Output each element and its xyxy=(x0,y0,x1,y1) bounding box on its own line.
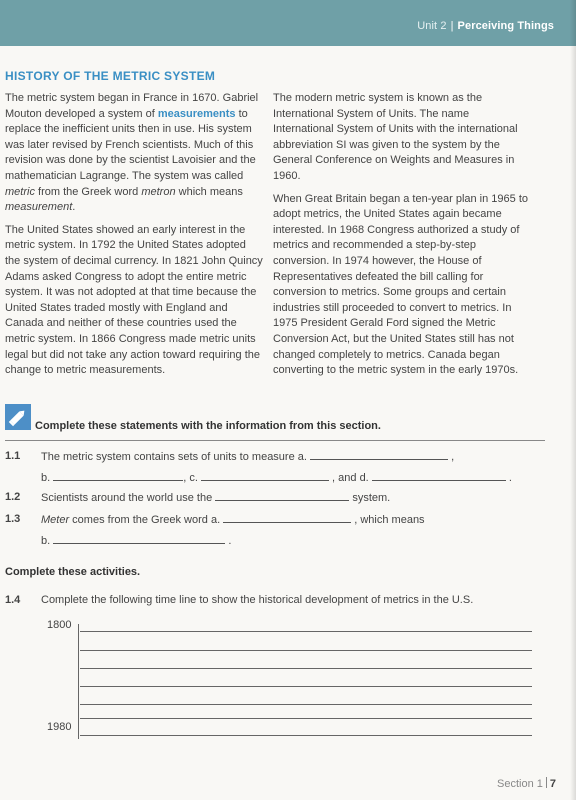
answer-blank-1-1c[interactable] xyxy=(201,471,329,481)
left-column xyxy=(5,91,263,386)
header-band xyxy=(0,0,576,46)
question-number: 1.1 xyxy=(5,450,21,462)
right-column xyxy=(273,91,531,386)
question-1-2: Scientists around the world use the system. xyxy=(41,492,391,504)
paragraph-si: The modern metric system is known as the International System of Units. The name International System of Units with the international abbreviation SI was given to the system by the General Conference on Weights and Measures in 1960. xyxy=(273,92,518,182)
paragraph-origin: The metric system began in France in 1670. Gabriel Mouton developed a system of measurements to replace the inefficient units then in use. His system was later revised by French scientists. Much of this revision was done by the scientist Lavoisier and the mathematician Lagrange. The system was called metric from the Greek word metron which means measurement. xyxy=(5,92,259,214)
page-edge-shadow xyxy=(570,0,576,800)
question-1-3: Meter comes from the Greek word a. , which means xyxy=(41,514,425,526)
answer-blank-1-1d[interactable] xyxy=(372,471,506,481)
question-number: 1.3 xyxy=(5,513,21,525)
footer-section: Section 1 xyxy=(497,778,543,790)
question-number: 1.2 xyxy=(5,491,21,503)
timeline-line[interactable] xyxy=(80,650,532,651)
unit-title: Perceiving Things xyxy=(457,20,554,32)
exercise-instructions: Complete these statements with the information from this section. xyxy=(35,420,381,432)
section-heading: HISTORY OF THE METRIC SYSTEM xyxy=(5,69,216,83)
activities-heading: Complete these activities. xyxy=(5,566,141,578)
timeline-start-year: 1800 xyxy=(47,619,72,631)
question-1-1: The metric system contains sets of units to measure a. , xyxy=(41,451,455,463)
timeline-end-year: 1980 xyxy=(47,721,72,733)
paragraph-conversion: When Great Britain began a ten-year plan in 1965 to adopt metrics, the United States again became interested. In 1968 Congress authorized a study of metrics and recommended a step-by-step conversion. In 1974 however, the House of Representatives defeated the bill calling for conversion to metrics. Some groups and certain industries still proceeded to convert to metrics. In 1975 President Gerald Ford signed the Metric Conversion Act, but the United States still has not changed completely to metrics. Canada began converting to the metric system in the early 1970s. xyxy=(273,192,528,377)
footer-separator xyxy=(546,777,547,788)
pencil-icon xyxy=(5,404,31,430)
keyword-measurements: measurements xyxy=(157,107,236,120)
question-1-3-continued: b. . xyxy=(41,535,232,547)
timeline-line[interactable] xyxy=(80,631,532,632)
divider xyxy=(5,440,545,441)
page-footer xyxy=(497,777,556,790)
page-number: 7 xyxy=(549,778,556,790)
timeline-line[interactable] xyxy=(80,668,532,669)
timeline-line[interactable] xyxy=(80,718,532,719)
paragraph-us-interest: The United States showed an early interest in the metric system. In 1792 the United States adopted the system of decimal currency. In 1821 John Quincy Adams asked Congress to adopt the entire metric system. It was not adopted at that time because the United States traded mostly with England and Canada and neither of these countries used the metric system. In 1866 Congress made metric units legal but did not take any action toward requiring the change to metric measurements. xyxy=(5,223,263,377)
answer-blank-1-3a[interactable] xyxy=(223,513,351,523)
question-1-1-continued: b. , c. , and d. . xyxy=(41,472,512,484)
running-header xyxy=(417,20,554,32)
timeline-line[interactable] xyxy=(80,735,532,736)
unit-label: Unit 2 xyxy=(417,20,447,32)
question-1-4: Complete the following time line to show the historical development of metrics in the U.S. xyxy=(41,594,474,606)
answer-blank-1-1a[interactable] xyxy=(310,450,448,460)
timeline-line[interactable] xyxy=(80,704,532,705)
answer-blank-1-1b[interactable] xyxy=(53,471,183,481)
answer-blank-1-2[interactable] xyxy=(215,491,349,501)
answer-blank-1-3b[interactable] xyxy=(53,534,225,544)
timeline-line[interactable] xyxy=(80,686,532,687)
timeline-axis xyxy=(78,624,79,739)
header-separator: | xyxy=(450,20,454,32)
exercise-header xyxy=(5,404,545,434)
question-number: 1.4 xyxy=(5,594,21,606)
